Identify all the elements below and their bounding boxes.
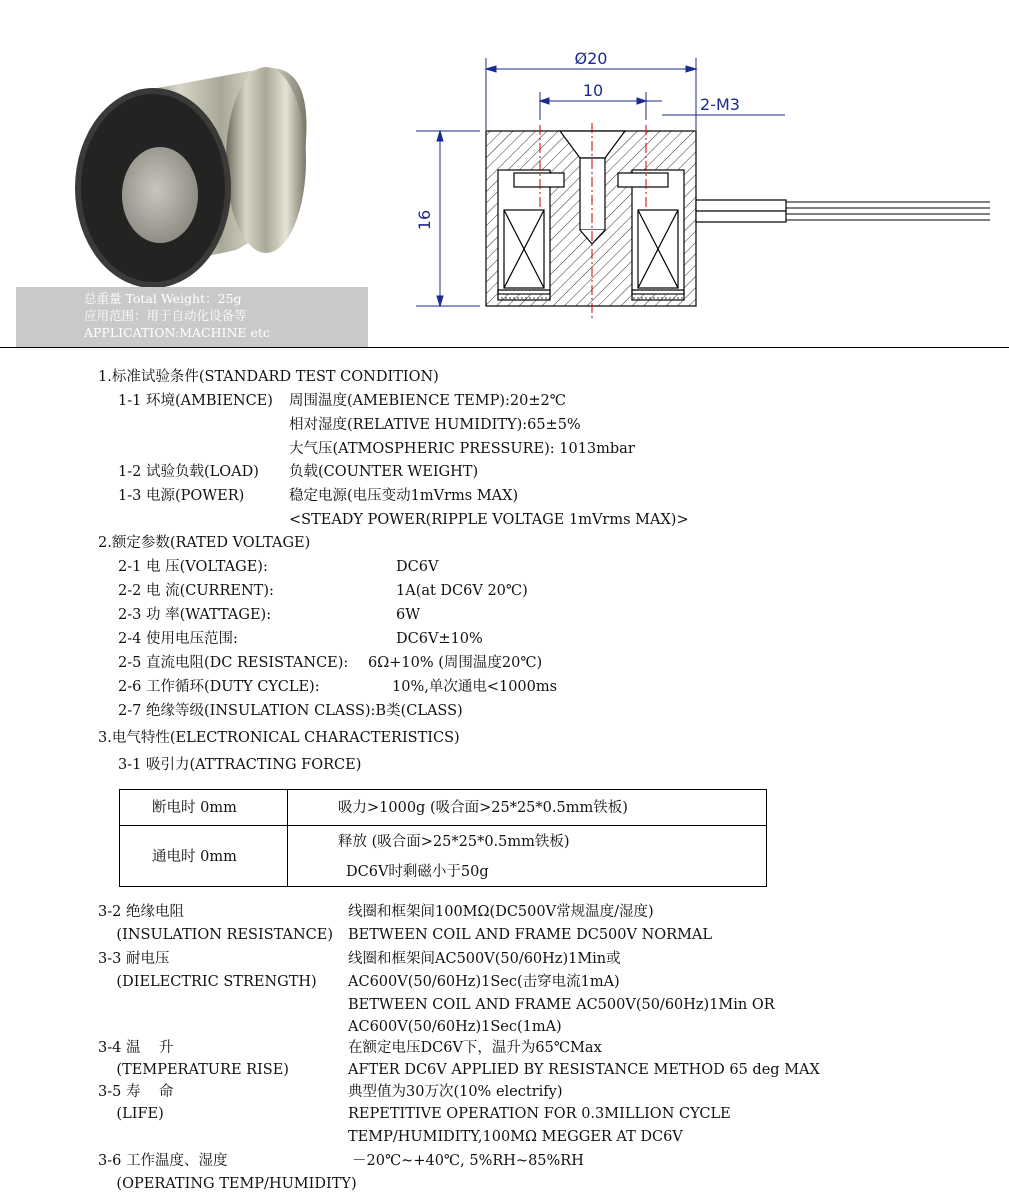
item-value-3-5a: 典型值为30万次(10% electrify)	[348, 1084, 563, 1100]
caption-application: 应用范围：用于自动化设备等	[84, 308, 247, 323]
table-row2-value-2: DC6V时剩磁小于50g	[346, 864, 489, 880]
section1-value-5: 稳定电源(电压变动1mVrms MAX)	[289, 488, 519, 504]
item-label-3-5: 3-5 寿 命	[98, 1084, 174, 1100]
table-row2-label: 通电时 0mm	[152, 849, 237, 865]
section2-label-1: 2-1 电 压(VOLTAGE):	[118, 559, 268, 575]
section3-title: 3.电气特性(ELECTRONICAL CHARACTERISTICS)	[98, 730, 460, 746]
section2-title: 2.额定参数(RATED VOLTAGE)	[98, 535, 311, 551]
section2-value-5: 6Ω+10% (周围温度20℃)	[368, 655, 543, 671]
section2-label-2: 2-2 电 流(CURRENT):	[118, 583, 274, 599]
technical-drawing	[400, 40, 1000, 330]
item-label-3-2: 3-2 绝缘电阻	[98, 904, 184, 920]
section2-label-5: 2-5 直流电阻(DC RESISTANCE):	[118, 655, 349, 671]
item-value-3-5b: REPETITIVE OPERATION FOR 0.3MILLION CYCLE	[348, 1106, 731, 1122]
item-label-3-3-en: (DIELECTRIC STRENGTH)	[98, 974, 317, 990]
section2-value-6: 10%,单次通电<1000ms	[392, 679, 558, 695]
item-value-3-2b: BETWEEN COIL AND FRAME DC500V NORMAL	[348, 927, 713, 943]
item-value-3-3d: AC600V(50/60Hz)1Sec(1mA)	[348, 1019, 562, 1035]
section2-label-4: 2-4 使用电压范围:	[118, 631, 238, 647]
separator-line	[0, 347, 1009, 348]
section1-value-1: 周围温度(AMEBIENCE TEMP):20±2℃	[289, 393, 566, 409]
item-label-3-6-en: (OPERATING TEMP/HUMIDITY)	[98, 1176, 357, 1192]
section1-label-4: 1-2 试验负载(LOAD)	[118, 464, 259, 480]
item-value-3-4b: AFTER DC6V APPLIED BY RESISTANCE METHOD 65 deg MAX	[348, 1062, 820, 1078]
dim-diameter: Ø20	[574, 49, 608, 68]
section1-label-5: 1-3 电源(POWER)	[118, 488, 245, 504]
section2-value-4: DC6V±10%	[396, 631, 483, 647]
dim-inner-spacing: 10	[582, 81, 604, 100]
caption-weight: 总重量 Total Weight：25g	[84, 291, 242, 306]
table-row1-label: 断电时 0mm	[152, 800, 237, 816]
item-label-3-6: 3-6 工作温度、湿度	[98, 1153, 228, 1169]
item-value-3-6: －20℃~+40℃, 5%RH~85%RH	[352, 1153, 584, 1169]
item-value-3-5c: TEMP/HUMIDITY,100MΩ MEGGER AT DC6V	[348, 1129, 683, 1145]
attracting-force-table	[119, 789, 767, 887]
table-row2-value-1: 释放 (吸合面>25*25*0.5mm铁板)	[338, 834, 570, 850]
dim-holes: 2-M3	[700, 95, 740, 114]
section2-value-1: DC6V	[396, 559, 439, 575]
item-value-3-4a: 在额定电压DC6V下，温升为65℃Max	[348, 1040, 602, 1056]
item-label-3-3: 3-3 耐电压	[98, 951, 170, 967]
section1-label-1: 1-1 环境(AMBIENCE)	[118, 393, 273, 409]
item-label-3-5-en: (LIFE)	[98, 1106, 164, 1122]
section2-label-6: 2-6 工作循环(DUTY CYCLE):	[118, 679, 320, 695]
item-value-3-3b: AC600V(50/60Hz)1Sec(击穿电流1mA)	[348, 974, 620, 990]
dim-height: 16	[415, 209, 434, 231]
item-value-3-3c: BETWEEN COIL AND FRAME AC500V(50/60Hz)1Min OR	[348, 997, 775, 1013]
section2-label-7: 2-7 绝缘等级(INSULATION CLASS):B类(CLASS)	[118, 703, 463, 719]
section1-value-4: 负载(COUNTER WEIGHT)	[289, 464, 479, 480]
item-label-3-2-en: (INSULATION RESISTANCE)	[98, 927, 334, 943]
section1-title: 1.标准试验条件(STANDARD TEST CONDITION)	[98, 369, 439, 385]
section1-value-6: <STEADY POWER(RIPPLE VOLTAGE 1mVrms MAX)>	[289, 512, 689, 528]
section2-label-3: 2-3 功 率(WATTAGE):	[118, 607, 272, 623]
caption-application-en: APPLICATION:MACHINE etc	[84, 325, 270, 340]
section1-value-3: 大气压(ATMOSPHERIC PRESSURE): 1013mbar	[289, 441, 635, 457]
section2-value-2: 1A(at DC6V 20℃)	[396, 583, 528, 599]
table-row1-value: 吸力>1000g (吸合面>25*25*0.5mm铁板)	[338, 800, 628, 816]
item-value-3-3a: 线圈和框架间AC500V(50/60Hz)1Min或	[348, 951, 621, 967]
item-label-3-4-en: (TEMPERATURE RISE)	[98, 1062, 289, 1078]
section1-value-2: 相对湿度(RELATIVE HUMIDITY):65±5%	[289, 417, 581, 433]
section2-value-3: 6W	[396, 607, 421, 623]
photo-caption	[16, 287, 368, 347]
item-value-3-2a: 线圈和框架间100MΩ(DC500V常规温度/湿度)	[348, 904, 654, 920]
electromagnet-image	[16, 20, 368, 290]
item-label-3-4: 3-4 温 升	[98, 1040, 174, 1056]
section3-subtitle: 3-1 吸引力(ATTRACTING FORCE)	[118, 757, 362, 773]
